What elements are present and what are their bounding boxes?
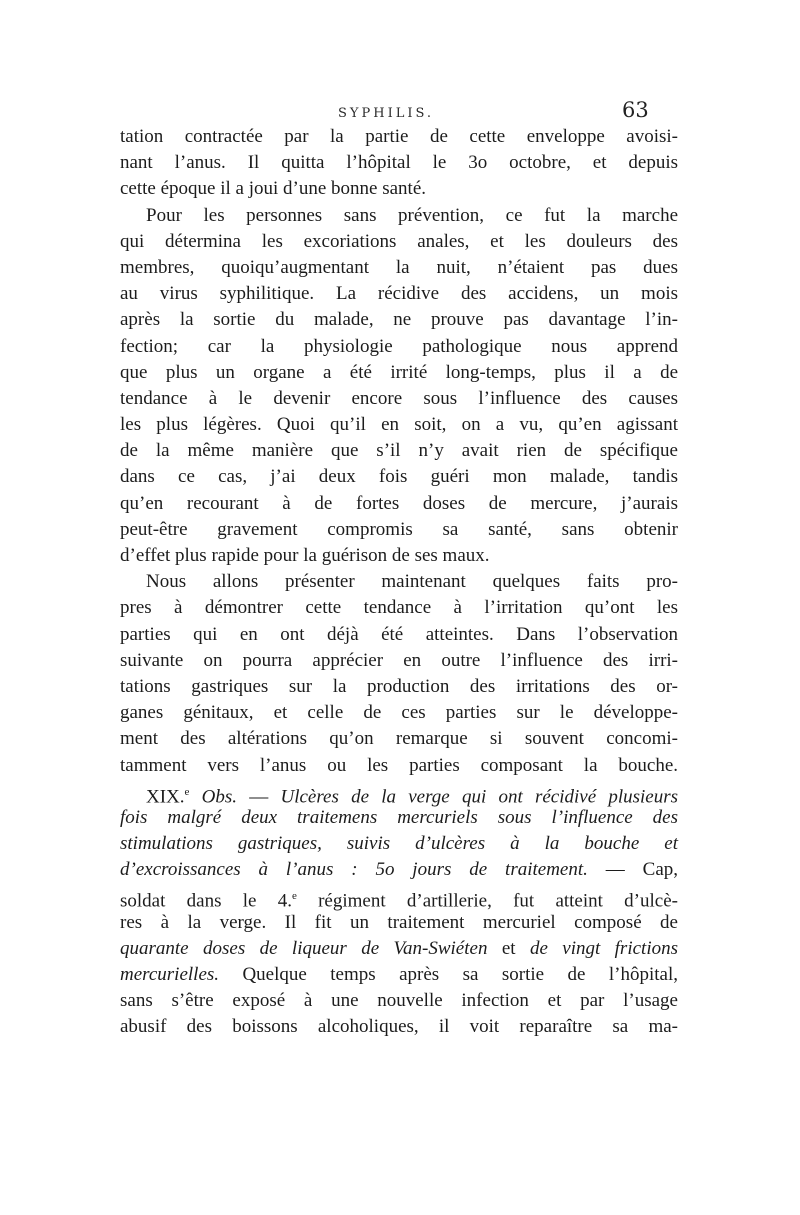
- text-line: fection; car la physiologie pathologique nous apprend: [120, 335, 678, 357]
- text-line: peut-être gravement compromis sa santé, sans obtenir: [120, 518, 678, 540]
- text-line: au virus syphilitique. La récidive des accidens, un mois: [120, 283, 678, 305]
- text-line: tations gastriques sur la production des irritations des or-: [120, 675, 678, 697]
- text-line: sans s’être exposé à une nouvelle infection et par l’usage: [120, 990, 678, 1012]
- text-line: tamment vers l’anus ou les parties composant la bouche.: [120, 754, 678, 776]
- text-line: Nous allons présenter maintenant quelques faits pro-: [146, 571, 678, 593]
- observation-label: Obs.: [201, 786, 238, 808]
- text-line: dans ce cas, j’ai deux fois guéri mon malade, tandis: [120, 466, 678, 488]
- text-line: tendance à le devenir encore sous l’influence des causes: [120, 387, 678, 409]
- text-line: [120, 962, 678, 988]
- text-line: [120, 883, 678, 912]
- text-line: les plus légères. Quoi qu’il en soit, on a vu, qu’en agissant: [120, 414, 678, 436]
- text-line: membres, quoiqu’augmentant la nuit, n’étaient pas dues: [120, 256, 678, 278]
- text-line: d’effet plus rapide pour la guérison de ses maux.: [120, 545, 490, 566]
- text-line: abusif des boissons alcoholiques, il voit reparaître sa ma-: [120, 1016, 678, 1038]
- running-title: SYPHILIS.: [338, 106, 435, 121]
- text-fragment: Quelque temps après sa sortie de l’hôpital,: [219, 964, 678, 985]
- observation-title: Ulcères de la verge qui ont récidivé plusieurs: [280, 786, 679, 808]
- text-line: de la même manière que s’il n’y avait rien de spécifique: [120, 440, 678, 462]
- observation-title: fois malgré deux traitemens mercuriels sous l’influence des: [120, 806, 678, 828]
- text-fragment: régiment d’artillerie, fut atteint d’ulcè-: [296, 890, 678, 912]
- text-line: qu’en recourant à de fortes doses de mercure, j’aurais: [120, 492, 678, 514]
- text-line: tation contractée par la partie de cette enveloppe avoisi-: [120, 126, 678, 147]
- text-line: ganes génitaux, et celle de ces parties sur le développe-: [120, 702, 678, 724]
- observation-number-sup: e: [184, 785, 190, 798]
- text-line: Pour les personnes sans prévention, ce fut la marche: [146, 204, 678, 226]
- observation-title-end: [120, 857, 678, 883]
- text-line: suivante on pourra apprécier en outre l’influence des irri-: [120, 649, 678, 671]
- text-line: nant l’anus. Il quitta l’hôpital le 3o octobre, et depuis: [120, 152, 678, 174]
- observation-title: d’excroissances à l’anus : 5o jours de traitement.: [120, 859, 588, 881]
- text-line: qui détermina les excoriations anales, et les douleurs des: [120, 230, 678, 252]
- text-italic: quarante doses de liqueur de Van-Swiéten: [120, 937, 488, 959]
- text-fragment: et: [487, 937, 530, 959]
- text-line: [120, 936, 678, 962]
- observation-title: stimulations gastriques, suivis d’ulcères à la bouche et: [120, 833, 678, 855]
- text-line: après la sortie du malade, ne prouve pas davantage l’in-: [120, 309, 678, 331]
- text-line: ment des altérations qu’on remarque si souvent concomi-: [120, 728, 678, 750]
- text-line: res à la verge. Il fit un traitement mercuriel composé de: [120, 911, 678, 933]
- observation-tail: — Cap,: [587, 859, 678, 881]
- text-line: pres à démontrer cette tendance à l’irritation qu’ont les: [120, 597, 678, 619]
- text-line: parties qui en ont déjà été atteintes. Dans l’observation: [120, 623, 678, 645]
- page-number: 63: [622, 98, 649, 122]
- observation-heading: [120, 779, 679, 808]
- text-italic: de vingt frictions: [529, 937, 678, 959]
- text-italic: mercurielles.: [120, 964, 220, 985]
- text-fragment: soldat dans le 4.: [120, 890, 292, 912]
- body-text: [120, 124, 678, 1041]
- text-line: que plus un organe a été irrité long-temps, plus il a de: [120, 361, 678, 383]
- text-line: cette époque il a joui d’une bonne santé.: [120, 178, 427, 200]
- observation-dash: —: [237, 786, 281, 808]
- observation-number: XIX.: [146, 786, 185, 808]
- text-sup: e: [291, 890, 297, 903]
